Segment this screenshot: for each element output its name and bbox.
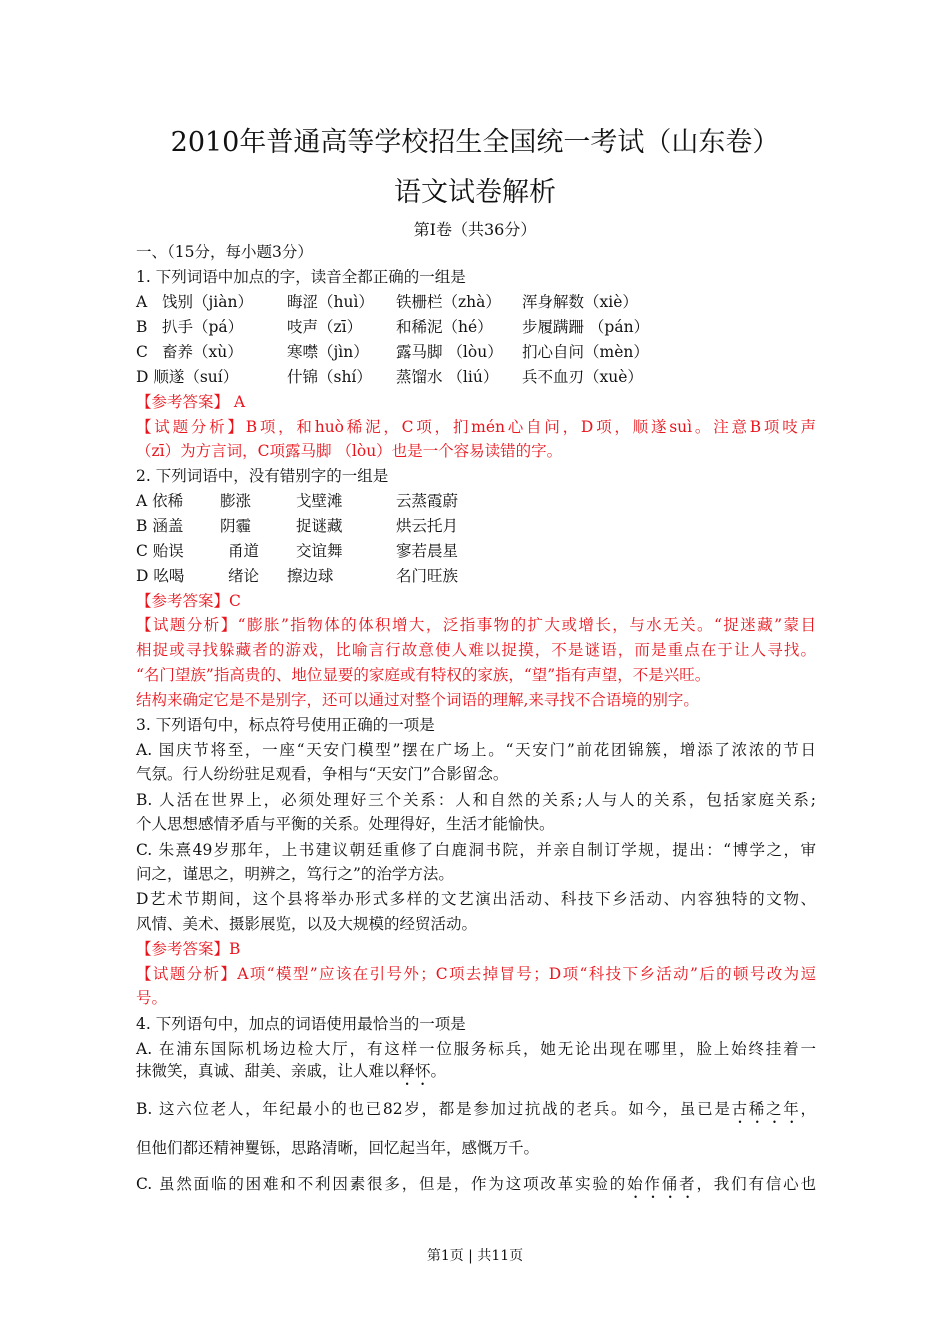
text-line: 但他们都还精神矍铄，思路清晰，回忆起当年，感慨万千。 [136,1139,540,1157]
option-cell: 扒手（pá） [162,318,244,336]
answer-line: 【试题分析】B项，和huò稀泥，C项，扪mén心自问，D项，顺遂suì。注意B项吱声 [136,418,816,436]
option-row [136,342,816,362]
answer-line: “名门望族”指高贵的、地位显要的家庭或有特权的家族，“望”指有声望，不是兴旺。 [136,666,711,684]
page-footer: 第1页 | 共11页 [426,1248,524,1264]
text-segment: ，我们有信心也 [696,1175,816,1193]
text-line: 问之，谨思之，明辨之，笃行之”的治学方法。 [136,865,454,883]
option-cell: 甬道 [228,542,260,560]
option-cell: 绪论 [228,567,260,585]
text-segment: 抹微笑，真诚、甜美、亲戚，让人难以 [136,1062,400,1080]
option-row [136,317,816,337]
answer-line: 结构来确定它是不是别字，还可以通过对整个词语的理解,来寻找不合语境的别字。 [136,691,699,709]
emphasized-word: 始作俑者 [627,1175,697,1193]
text-line [136,1174,816,1202]
text-segment: 。 [430,1062,447,1080]
option-cell: A [136,293,148,311]
text-line: B. 人活在世界上，必须处理好三个关系：人和自然的关系;人与人的关系，包括家庭关系; [136,791,816,809]
option-cell: 浑身解数（xiè） [522,293,638,311]
option-cell: 擦边球 [287,567,334,585]
option-cell: D 顺遂（suí） [136,368,239,386]
option-cell: 露马脚 （lòu） [396,343,503,361]
option-cell: 步履蹒跚 （pán） [522,318,650,336]
text-line: D艺术节期间，这个县将举办形式多样的文艺演出活动、科技下乡活动、内容独特的文物、 [136,890,816,908]
option-cell: 戈壁滩 [296,492,343,510]
text-line [136,1061,816,1089]
option-cell: 吱声（zī） [287,318,363,336]
answer-line: 号。 [136,989,168,1007]
option-row [136,491,816,511]
text-line: 2. 下列词语中，没有错别字的一组是 [136,467,389,485]
answer-line: 相捉或寻找躲藏者的游戏，比喻言行故意使人难以捉摸，不是谜语，而是重点在于让人寻找。 [136,641,816,659]
text-line: 风情、美术、摄影展览，以及大规模的经贸活动。 [136,915,478,933]
text-line: A. 国庆节将至，一座“天安门模型”摆在广场上。“天安门”前花团锦簇，增添了浓浓的节日 [136,741,816,759]
option-cell: C 贻误 [136,542,184,560]
text-line: 1. 下列词语中加点的字，读音全都正确的一组是 [136,268,466,286]
answer-line: 【参考答案】C [136,592,241,610]
option-cell: D 吆喝 [136,567,185,585]
answer-line: 【参考答案】B [136,940,241,958]
option-row [136,541,816,561]
option-cell: 什锦（shí） [287,368,372,386]
emphasized-word: 古稀之年 [731,1100,801,1118]
option-row [136,516,816,536]
answer-line: （zī）为方言词，C项露马脚 （lòu）也是一个容易读错的字。 [136,442,563,460]
emphasized-word: 释怀 [399,1062,431,1080]
option-cell: 寥若晨星 [396,542,459,560]
text-line [136,1099,816,1127]
option-cell: 饯别（jiàn） [162,293,253,311]
answer-line: 【参考答案】 A [136,393,246,411]
option-cell: 畜养（xù） [162,343,243,361]
text-segment: B. 这六位老人，年纪最小的也已82岁，都是参加过抗战的老兵。如今，虽已是 [136,1100,732,1118]
text-line: 气氛。行人纷纷驻足观看，争相与“天安门”合影留念。 [136,765,509,783]
option-cell: 和稀泥（hé） [396,318,493,336]
text-line: 个人思想感情矛盾与平衡的关系。处理得好，生活才能愉快。 [136,815,555,833]
document-subtitle: 语文试卷解析 [394,177,556,208]
answer-line: 【试题分析】A项“模型”应该在引号外；C项去掉冒号；D项“科技下乡活动”后的顿号改为逗 [136,965,816,983]
document-title: 2010年普通高等学校招生全国统一考试（山东卷） [170,127,780,158]
text-line: C. 朱熹49岁那年，上书建议朝廷重修了白鹿洞书院，并亲自制订学规，提出：“博学之，审 [136,841,816,859]
option-cell: 捉谜藏 [296,517,343,535]
option-cell: 膨涨 [220,492,252,510]
option-cell: 兵不血刃（xuè） [522,368,643,386]
option-cell: 寒噤（jìn） [287,343,369,361]
option-cell: 扪心自问（mèn） [522,343,649,361]
text-line: 3. 下列语句中，标点符号使用正确的一项是 [136,716,435,734]
option-cell: C [136,343,148,361]
text-line: A. 在浦东国际机场边检大厅，有这样一位服务标兵，她无论出现在哪里，脸上始终挂着一 [136,1040,816,1058]
option-cell: 阴霾 [220,517,252,535]
option-row [136,367,816,387]
option-cell: 晦涩（huì） [287,293,374,311]
text-line: 4. 下列语句中，加点的词语使用最恰当的一项是 [136,1015,466,1033]
option-cell: 交谊舞 [296,542,343,560]
option-cell: 名门旺族 [396,567,459,585]
option-cell: 云蒸霞蔚 [396,492,459,510]
part-heading: 第Ⅰ卷（共36分） [413,220,537,239]
option-cell: 蒸馏水 （liú） [396,368,499,386]
option-row [136,292,816,312]
option-cell: B [136,318,148,336]
option-cell: A 依稀 [136,492,184,510]
text-segment: ， [800,1100,816,1118]
text-line: 一、（15分，每小题3分） [136,243,313,261]
option-cell: 烘云托月 [396,517,459,535]
answer-line: 【试题分析】“膨胀”指物体的体积增大，泛指事物的扩大或增长，与水无关。“捉迷藏”蒙目 [136,616,816,634]
text-segment: C. 虽然面临的困难和不利因素很多，但是，作为这项改革实验的 [136,1175,628,1193]
option-row [136,566,816,586]
option-cell: B 涵盖 [136,517,184,535]
option-cell: 铁栅栏（zhà） [396,293,501,311]
